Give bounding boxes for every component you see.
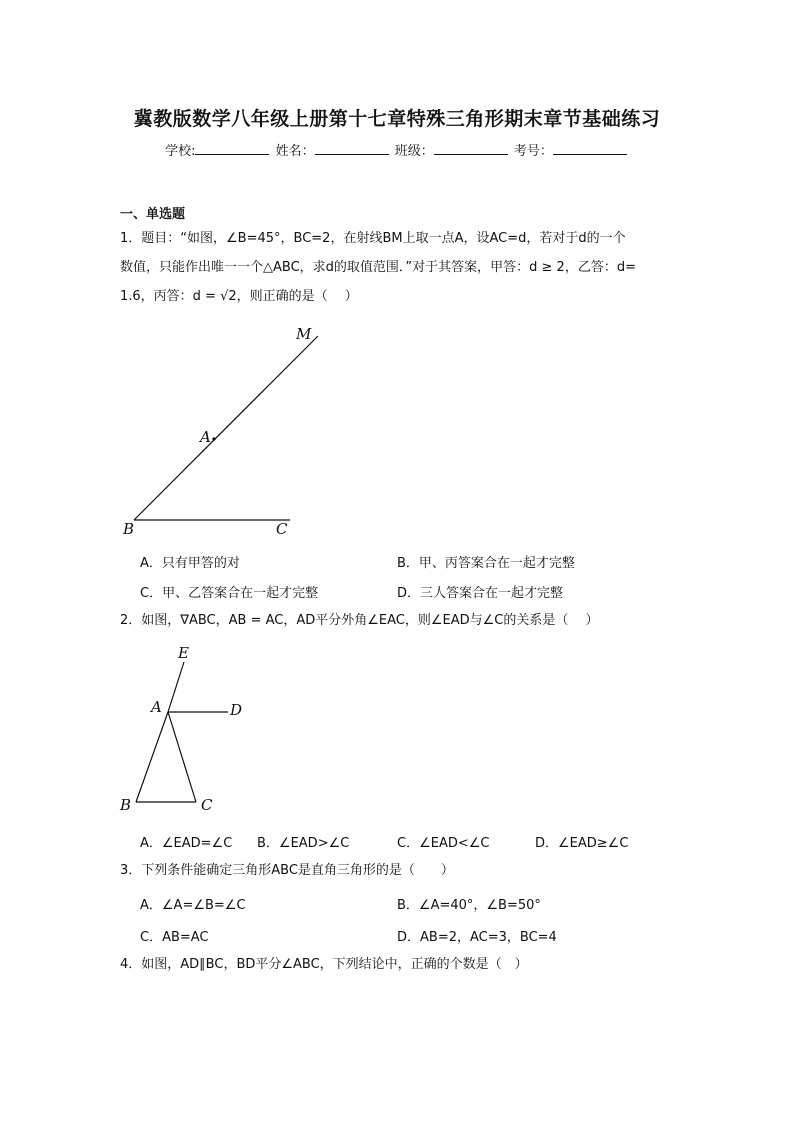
q3-option-b[interactable]: B．∠A=40°，∠B=50° — [397, 898, 541, 913]
class-label: 班级： — [394, 144, 434, 159]
question-2 — [120, 606, 680, 635]
question-1-figure — [118, 320, 338, 542]
label-b: B — [123, 520, 135, 538]
school-blank[interactable] — [195, 142, 269, 155]
label-a: A — [200, 428, 211, 446]
question-1-line-1: 1．题目：“如图，∠B=45°，BC=2，在射线BM上取一点A，设AC=d，若对于d的一个 — [120, 231, 626, 246]
label-c: C — [276, 520, 288, 538]
point-a — [212, 437, 215, 440]
q2-option-c[interactable]: C．∠EAD<∠C — [397, 836, 490, 851]
segment-ab — [136, 712, 168, 802]
q2-option-a[interactable]: A．∠EAD=∠C — [140, 836, 233, 851]
q1-option-c[interactable]: C．甲、乙答案合在一起才完整 — [140, 586, 319, 601]
question-3 — [120, 856, 680, 885]
question-2-figure — [114, 640, 254, 820]
label-a: A — [151, 698, 162, 716]
label-b: B — [120, 796, 132, 814]
label-c: C — [201, 796, 213, 814]
q1-option-a[interactable]: A．只有甲答的对 — [140, 556, 240, 571]
q3-option-d[interactable]: D．AB=2，AC=3，BC=4 — [397, 930, 557, 945]
page-title: 冀教版数学八年级上册第十七章特殊三角形期末章节基础练习 — [133, 108, 661, 130]
student-info-line — [0, 140, 794, 159]
section-title: 一、单选题 — [120, 207, 186, 222]
number-label: 考号： — [513, 144, 553, 159]
name-blank[interactable] — [315, 142, 389, 155]
question-1-line-3: 1.6，丙答：d = √2，则正确的是（ ） — [120, 289, 358, 304]
label-d: D — [230, 701, 243, 719]
q3-option-a[interactable]: A．∠A=∠B=∠C — [140, 898, 246, 913]
ray-bm — [134, 336, 318, 520]
q2-option-d[interactable]: D．∠EAD≥∠C — [535, 836, 629, 851]
q1-option-b[interactable]: B．甲、丙答案合在一起才完整 — [397, 556, 575, 571]
question-1 — [120, 224, 680, 311]
question-2-line-1: 2．如图，∇ABC，AB = AC，AD平分外角∠EAC，则∠EAD与∠C的关系是（ ） — [120, 613, 599, 628]
number-blank[interactable] — [553, 142, 627, 155]
q3-option-c[interactable]: C．AB=AC — [140, 930, 209, 945]
ray-ae — [168, 662, 184, 712]
label-m: M — [296, 325, 312, 343]
segment-ac — [168, 712, 196, 802]
question-1-line-2: 数值，只能作出唯一一个△ABC，求d的取值范围．”对于其答案，甲答：d ≥ 2，乙答：d= — [120, 260, 636, 275]
name-label: 姓名： — [275, 144, 315, 159]
question-4 — [120, 950, 680, 979]
question-3-line-1: 3．下列条件能确定三角形ABC是直角三角形的是（ ） — [120, 863, 454, 878]
question-4-line-1: 4．如图，AD∥BC，BD平分∠ABC，下列结论中，正确的个数是（ ） — [120, 957, 528, 972]
class-blank[interactable] — [434, 142, 508, 155]
q1-option-d[interactable]: D．三人答案合在一起才完整 — [397, 586, 564, 601]
label-e: E — [178, 644, 189, 662]
q2-option-b[interactable]: B．∠EAD>∠C — [257, 836, 350, 851]
school-label: 学校: — [165, 144, 196, 159]
